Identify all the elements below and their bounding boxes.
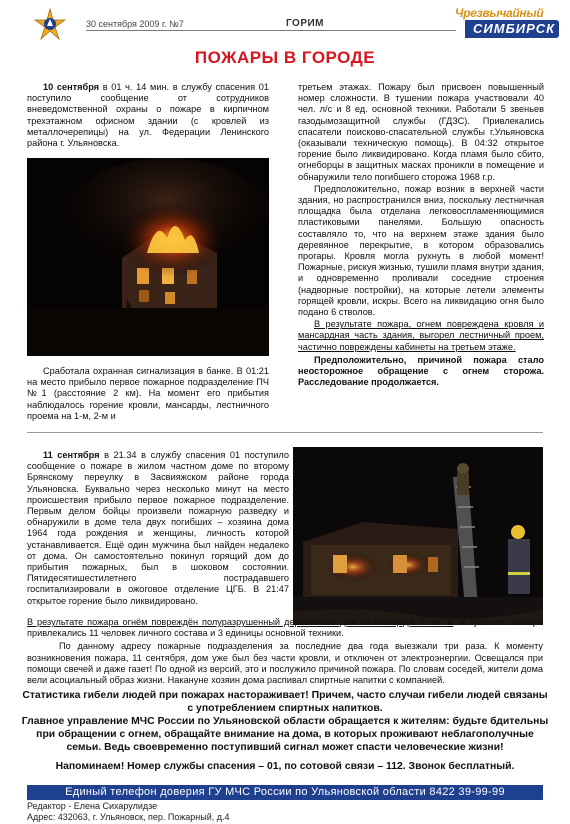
article1-floors-paragraph: третьем этажах. Пожару был присвоен повышенный номер сложности. В тушении пожара участвовали 40 чел. л/с и 8 ед. основной техники. Работали 5 звеньев газодымозащитной службы (ГДЗС). Привлекались спасатели поисково-спасательной службы г.Ульяновска (оказывали техническую помощь). В 04:32 открытое горение было ликвидировано. Когда пламя было сбито, огнеборцы в защитных масках проникли в помещение и обнаружили тело погибшего сторожа 1968 г.р. [298,82,544,182]
logo-bottom-text: СИМБИРСК [465,20,559,38]
fire-photo-office-building [27,158,269,356]
fire-photo-wooden-house [293,447,543,625]
article-separator [27,432,543,433]
article1-origin-paragraph: Предположительно, пожар возник в верхней части здания, но распространился вниз, поскольку лестничная площадка была отделана легковоспламеняющимися пластиковыми панелями. Большую опасность составляло то, что на верхнем этаже здания было деревянное перекрытие, в котором образовались прогары. Кровля могла рухнуть в любой момент! Пожарные, рискуя жизнью, тушили пламя внутри здания, и одновременно проливали соседние строения (надворные постройки), на которые летели элементы горящей кровли, искры. Всего на ликвидацию огня было подано 6 стволов. [298,183,544,318]
article1-intro-text: в 01 ч. 14 мин. в службу спасения 01 поступило сообщение от сотрудников вневедомственной охраны о пожаре в кирпичном трехэтажном офисном здании (с кровлей из металлочерепицы) на ул. Федерации Ленинского района г. Ульяновска. [27,82,269,149]
emergency-numbers-reminder: Напоминаем! Номер службы спасения – 01, по сотовой связи – 112. Звонок бесплатный. [55,761,515,772]
header-rule [86,30,456,31]
article1-col1-cont [27,366,269,423]
ministry-appeal: Главное управление МЧС России по Ульяновской области обращается к жителям: будьте бдительны при обращении с огнем, обращайте внимание на дома, в которых проживают неблагополучные семьи. Ведь своевременно поступивший сигнал может спасти человеческие жизни! [21,716,549,753]
article2-date: 11 сентября [43,450,100,460]
article2-forces-text: . К тушению пожара привлекались 11 человек личного состава и 3 единицы основной техники. [27,617,543,639]
statistics-warning: Статистика гибели людей при пожарах настораживает! Причем, часто случаи гибели людей связаны с употреблением спиртных напитков. [22,690,548,714]
article1-right-column [298,82,544,389]
emergency-emblem-icon [34,8,66,40]
article1-damage-paragraph: В результате пожара, огнем повреждена кровля и мансардная часть здания, выгорел лестничный проем, частично повреждены кабинеты на третьем этаже. [298,319,544,352]
article1-intro [27,82,269,150]
page-header [0,0,570,44]
article2-history-paragraph: По данному адресу пожарные подразделения за последние два года выезжали три раза. К моменту возникновения пожара, 11 сентября, дом уже был без части кровли, и отключен от электроэнергии. Освещался при помощи свечей и даже газет! По одной из версий, это и послужило причиной пожара. По словам соседей, жители дома вели асоциальный образ жизни. Накануне хозяин дома распивал спиртные напитки с компанией. [27,641,543,686]
fire-photo-image [27,158,269,356]
section-name: ГОРИМ [286,18,325,29]
editor-credit: Редактор - Елена Сихарулидзе [27,801,158,811]
article2-damage-text: В результате пожара огнём повреждён полуразрушенный деревянный дом на площади 10 кв. м [27,617,454,627]
postal-address: Адрес: 432063, г. Ульяновск, пер. Пожарный, д.4 [27,812,230,822]
newspaper-logo [455,6,559,40]
issue-date: 30 сентября 2009 г. №7 [86,19,184,29]
hotline-banner: Единый телефон доверия ГУ МЧС России по Ульяновской области 8422 39-99-99 [27,785,543,800]
article2-intro [27,450,289,608]
page-title: ПОЖАРЫ В ГОРОДЕ [194,48,376,67]
article1-cause-paragraph: Предположительно, причиной пожара стало неосторожное обращение с огнем сторожа. Расследование продолжается. [298,354,544,388]
article2-cont [27,617,543,687]
fire-photo-house-image [293,447,543,625]
article1-alarm-paragraph: Сработала охранная сигнализация в банке. В 01:21 на место прибыло первое пожарное подразделение ПЧ №1 (расстояние 2 км). На момент его прибытия наблюдалось горение кровли, мансарды, лестничного проема на 1-м, 2-м и [27,366,269,421]
logo-top-text: Чрезвычайный [455,6,544,20]
article1-date: 10 сентября [43,82,100,92]
article2-intro-text: в 21.34 в службу спасения 01 поступило сообщение о пожаре в жилом частном доме по второму Брянскому переулку в Засвияжском районе города Ульяновска. Буквально через несколько минут на место происшествия прибыло первое пожарное подразделение. Первым делом бойцы произвели пожарную разведку и обнаружили в доме тела двух погибших – хозяина дома 1964 года рождения и женщины, личность которой устанавливается. Ещё один мужчина был найден недалеко от дома. Он самостоятельно покинул горящий дом до прибытия пожарных, был в шоковом состоянии. Пятидесятишестилетнего пострадавшего госпитализировали в ожоговое отделение ЦГБ. В 21:47 открытое горение было ликвидировано. [27,450,289,606]
